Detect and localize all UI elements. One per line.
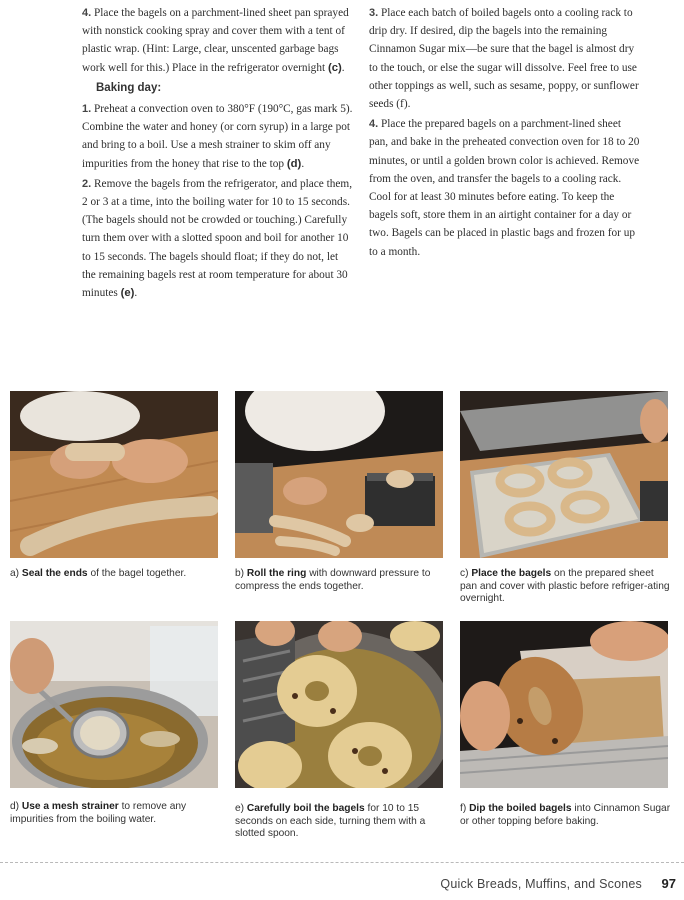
- step-number: 3.: [369, 7, 379, 19]
- caption-text: for 10 to 15 seconds on each side, turning them with a slotted spoon.: [235, 803, 426, 840]
- right-step-4: [369, 115, 641, 261]
- right-step-3: [369, 4, 641, 113]
- photo-b-roll-ring: [235, 391, 443, 558]
- caption-bold: Seal the ends: [21, 568, 88, 579]
- left-step-1: 1. Preheat a convection oven to 380°F (190°C, gas mark 5). Combine the water and honey (or corn syrup) in a large pot and bring to a boil. Use a mesh strainer to skim off any impurities from the honey that rise to the top (d).: [82, 103, 353, 170]
- caption-bold: Dip the boiled bagels: [469, 803, 572, 814]
- caption-letter: d): [10, 801, 20, 812]
- caption-letter: b): [235, 568, 245, 579]
- step-number: 4.: [82, 7, 92, 19]
- caption-text: to remove any impurities from the boiling water.: [10, 801, 187, 825]
- caption-bold: Carefully boil the bagels: [246, 803, 365, 814]
- photo-ref: (c): [327, 61, 342, 74]
- step-text: Preheat a convection oven to 380°F (190°C, gas mark 5). Combine the water and honey (or corn syrup) in a large pot and bring to a boil. Use a mesh strainer to skim off any impurities from the honey that rise to the top: [82, 103, 353, 170]
- left-step-2: 2. Remove the bagels from the refrigerator, and place them, 2 or 3 at a time, into the boiling water for 10 to 15 seconds. (The bagels should not be crowded or touching.) Carefully turn them over with a slotted spoon and boil for another 10 to 15 seconds. The bagels should float; if they do not, let the remaining bagels rest at room temperature for about 30 minutes (e).: [82, 177, 353, 300]
- caption-c: [460, 568, 672, 606]
- caption-letter: e): [235, 803, 245, 814]
- caption-letter: c): [460, 568, 469, 579]
- photo-a-seal-ends: [10, 391, 218, 558]
- left-text-column: [82, 4, 354, 304]
- step-text: Place each batch of boiled bagels onto a cooling rack to drip dry. If desired, dip the bagels into the remaining Cinnamon Sugar mix—be sure that the bagel is almost dry to the touch, or else the sugar will dissolve. Feel free to use other toppings as well, such as sesame, poppy, or sunflower seeds (f).: [369, 7, 639, 111]
- photo-ref: (e): [120, 287, 135, 300]
- caption-bold: Place the bagels: [471, 568, 552, 579]
- footer-divider: [0, 862, 684, 863]
- step-text: Place the prepared bagels on a parchment-lined sheet pan, and bake in the preheated convection oven for 18 to 20 minutes, or until a golden brown color is achieved. Remove from the oven, and transfer the bagels to a cooling rack. Cool for at least 30 minutes before eating. To keep the bagels soft, store them in an airtight container for a day or two. Bagels can be placed in plastic bags and frozen for up to a month.: [369, 118, 640, 258]
- step-text: Remove the bagels from the refrigerator, and place them, 2 or 3 at a time, into the boiling water for 10 to 15 seconds. (The bagels should not be crowded or touching.) Carefully turn them over with a slotted spoon and boil for another 10 to 15 seconds. The bagels should float; if they do not, let the remaining bagels rest at room temperature for about 30 minutes: [82, 177, 353, 300]
- step-text: Place the bagels on a parchment-lined sheet pan sprayed with nonstick cooking spray and cover them with a tent of plastic wrap. (Hint: Large, clear, unscented garbage bags work well for this.) Place in the refrigerator overnight: [82, 7, 349, 74]
- page-number: 97: [661, 876, 676, 891]
- caption-b: [235, 568, 447, 593]
- caption-e: [235, 803, 447, 841]
- footer-section-title: Quick Breads, Muffins, and Scones: [440, 877, 642, 891]
- step-number: 1.: [82, 103, 92, 116]
- caption-d: [10, 801, 222, 826]
- step-number: 4.: [369, 118, 379, 131]
- caption-bold: Use a mesh strainer: [21, 801, 119, 812]
- photo-c-place-bagels: [460, 391, 668, 558]
- baking-day-heading: Baking day:: [96, 81, 162, 94]
- left-step-4: 4. Place the bagels on a parchment-lined sheet pan sprayed with nonstick cooking spray and cover them with a tent of plastic wrap. (Hint: Large, clear, unscented garbage bags work well for this.) Place in the refrigerator overnight (c).: [82, 7, 349, 74]
- photo-f-dip-bagels: [460, 621, 668, 788]
- photo-ref: (d): [286, 157, 302, 170]
- step-number: 2.: [82, 177, 92, 190]
- caption-letter: f): [460, 803, 467, 814]
- photo-e-boil-bagels: [235, 621, 443, 788]
- caption-text: with downward pressure to compress the ends together.: [235, 568, 431, 592]
- caption-text: of the bagel together.: [90, 568, 187, 579]
- right-text-column: [369, 4, 641, 263]
- photo-d-mesh-strainer: [10, 621, 218, 788]
- caption-letter: a): [10, 568, 20, 579]
- caption-text: into Cinnamon Sugar or other topping before baking.: [460, 803, 671, 827]
- caption-f: [460, 803, 672, 828]
- caption-text: on the prepared sheet pan and cover with plastic before refriger-ating overnight.: [460, 568, 670, 605]
- caption-a: [10, 568, 222, 581]
- caption-bold: Roll the ring: [246, 568, 307, 579]
